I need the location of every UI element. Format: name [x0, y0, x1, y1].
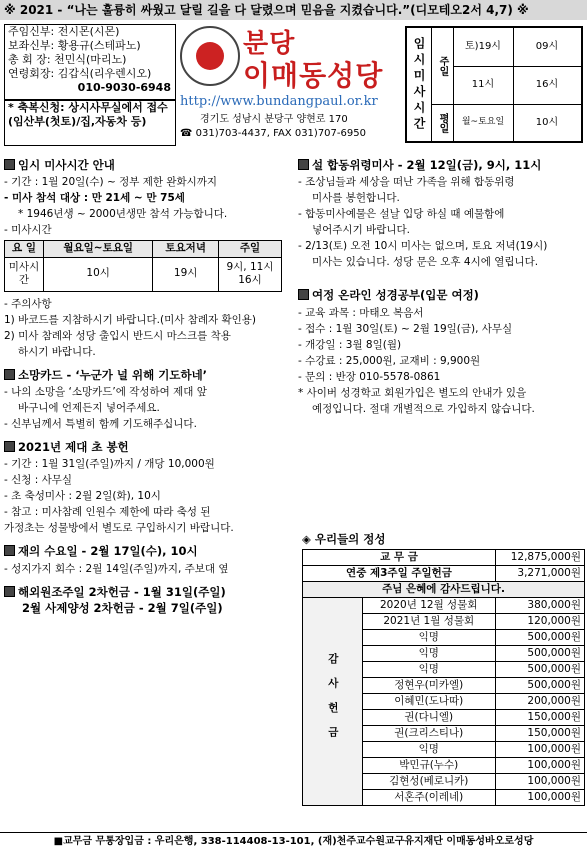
church-logo-icon: [180, 26, 240, 86]
mass-time: 10시: [535, 117, 559, 128]
text-line: 1) 바코드를 지참하시기 바랍니다.(미사 참례자 확인용): [4, 313, 256, 326]
text-line: 넣어주시기 바랍니다.: [312, 224, 410, 237]
checkbox-icon: [4, 441, 15, 452]
weekday-label: 평일: [431, 104, 454, 141]
mass-day: 토)19시: [453, 28, 514, 67]
church-name-top: 분당: [243, 29, 296, 59]
donor-row: [303, 598, 585, 614]
donor-amount: 120,000원: [496, 614, 585, 630]
text-line: - 수강료 : 25,000원, 교재비 : 9,900원: [298, 354, 481, 367]
donor-name: 2021년 1월 성물회: [362, 614, 496, 630]
text-line: - 미사 참석 대상 : 만 21세 ~ 만 75세: [4, 192, 185, 205]
checkbox-icon: [4, 545, 15, 556]
offering-row: [303, 566, 585, 582]
section-subtitle: 2월 사제양성 2차헌금 - 2월 7일(주일): [22, 601, 223, 615]
text-line: 바구니에 언제든지 넣어주세요.: [18, 401, 160, 414]
donor-name: 익명: [362, 646, 496, 662]
text-line: - 교육 과목 : 마태오 복음서: [298, 306, 424, 319]
table-header: 토요저녁: [153, 241, 219, 257]
text-line: - 초 축성미사 : 2월 2일(화), 10시: [4, 490, 161, 503]
blessing-note-detail: (임산부(첫토)/집,자동차 등): [8, 115, 147, 128]
donor-amount: 150,000원: [496, 710, 585, 726]
text-line: - 개강일 : 3월 8일(월): [298, 338, 402, 351]
text-line: - 미사시간: [4, 224, 52, 237]
thanks-text: 주님 은혜에 감사드립니다.: [303, 582, 585, 598]
donor-amount: 500,000원: [496, 630, 585, 646]
staff-line: 연령회장: 김갑식(리우렌시오): [8, 67, 152, 80]
section-title: 임시 미사시간 안내: [4, 158, 286, 172]
table-header: 월요일~토요일: [44, 241, 153, 257]
text-line: - 합동미사예물은 설날 입당 하실 때 예물함에: [298, 208, 505, 221]
blessing-note: * 축복신청: 상시사무실에서 접수: [8, 101, 168, 114]
right-column: [298, 158, 584, 417]
offering-label: 연중 제3주일 주일헌금: [303, 566, 496, 582]
donor-name: 익명: [362, 630, 496, 646]
text-line: 미사를 봉헌합니다.: [312, 192, 400, 205]
text-line: - 신부님께서 특별히 함께 기도해주십니다.: [4, 417, 197, 430]
header: [0, 22, 587, 148]
donor-name: 권(다니엘): [362, 710, 496, 726]
donor-name: 서혼주(이레네): [362, 790, 496, 806]
donor-amount: 100,000원: [496, 758, 585, 774]
donor-name: 정현우(미카엘): [362, 678, 496, 694]
donor-amount: 100,000원: [496, 774, 585, 790]
text-line: * 사이버 성경학교 회원가입은 별도의 안내가 있을: [298, 386, 527, 399]
mass-time: 16시: [513, 66, 581, 105]
checkbox-icon: [4, 159, 15, 170]
table-header: 주일: [219, 241, 282, 257]
offering-table: [302, 549, 585, 806]
church-tel: ☎ 031)703-4437, FAX 031)707-6950: [180, 128, 366, 139]
donor-amount: 200,000원: [496, 694, 585, 710]
church-url[interactable]: http://www.bundangpaul.or.kr: [180, 94, 378, 109]
section-title: 해외원조주일 2차헌금 - 1월 31일(주일): [4, 585, 286, 599]
donor-amount: 380,000원: [496, 598, 585, 614]
church-address: 경기도 성남시 분당구 양현로 170: [200, 114, 348, 125]
text-line: - 성지가지 회수 : 2월 14일(주일)까지, 주보대 옆: [4, 562, 229, 575]
mass-time-table: [4, 240, 282, 291]
temp-mass-label: 임시미사시간: [407, 28, 432, 141]
sunday-label: 주일: [431, 28, 454, 105]
donor-name: 권(크리스티나): [362, 726, 496, 742]
text-line: - 접수 : 1월 30일(토) ~ 2월 19일(금), 사무실: [298, 322, 513, 335]
table-header: 요 일: [5, 241, 44, 257]
donor-name: 익명: [362, 662, 496, 678]
checkbox-icon: [4, 369, 15, 380]
text-line: - 기간 : 1월 20일(수) ~ 정부 제한 완화시까지: [4, 176, 218, 189]
donor-amount: 500,000원: [496, 678, 585, 694]
section-title: 여정 온라인 성경공부(입문 여정): [298, 288, 584, 302]
checkbox-icon: [298, 159, 309, 170]
text-line: * 1946년생 ~ 2000년생만 참석 가능합니다.: [18, 208, 228, 221]
table-row-label: 미사시간: [5, 257, 44, 291]
donor-amount: 500,000원: [496, 662, 585, 678]
text-line: 미사는 있습니다. 성당 문은 오후 4시에 열립니다.: [312, 256, 539, 269]
text-line: - 참고 : 미사참례 인원수 제한에 따라 축성 된: [4, 506, 211, 519]
offering-amount: 12,875,000원: [496, 550, 585, 566]
office-phone: 010-9030-6948: [77, 81, 171, 94]
section-title: 설 합동위령미사 - 2월 12일(금), 9시, 11시: [298, 158, 584, 172]
offering-row: [303, 550, 585, 566]
checkbox-icon: [298, 289, 309, 300]
donor-name: 익명: [362, 742, 496, 758]
donor-name: 이혜민(도나따): [362, 694, 496, 710]
text-line: - 문의 : 반장 010-5578-0861: [298, 370, 441, 383]
table-cell: 9시, 11시 16시: [219, 257, 282, 291]
text-line: 2) 미사 참례와 성당 출입시 반드시 마스크를 착용: [4, 329, 231, 342]
staff-line: 총 회 장: 천민식(마리노): [8, 53, 127, 66]
section-title: 소망카드 - ‘누군가 널 위해 기도하네’: [4, 368, 286, 382]
offering-label: 교 무 금: [303, 550, 496, 566]
text-line: - 신청 : 사무실: [4, 474, 73, 487]
checkbox-icon: [4, 586, 15, 597]
donor-name: 박민규(누수): [362, 758, 496, 774]
footer: ■교무금 무통장입금 : 우리은행, 338-114408-13-101, (재)천주교수원교구유지재단 이매동성바오로성당: [0, 832, 587, 851]
church-name: 이매동성당: [243, 59, 384, 92]
mass-day: 월~토요일: [453, 104, 514, 141]
table-cell: 10시: [44, 257, 153, 291]
donor-amount: 100,000원: [496, 742, 585, 758]
text-line: 예정입니다. 절대 개별적으로 가입하지 않습니다.: [312, 402, 535, 415]
donor-amount: 500,000원: [496, 646, 585, 662]
text-line: - 나의 소망을 ‘소망카드’에 작성하여 제대 앞: [4, 385, 207, 398]
donor-name: 2020년 12월 성물회: [362, 598, 496, 614]
section-title: 2021년 제대 초 봉헌: [4, 440, 286, 454]
donor-amount: 100,000원: [496, 790, 585, 806]
text-line: - 2/13(토) 오전 10시 미사는 없으며, 토요 저녁(19시): [298, 240, 548, 253]
staff-box: [4, 24, 176, 146]
top-banner: ※ 2021 - “나는 훌륭히 싸웠고 달릴 길을 다 달렸으며 믿음을 지켰습니다.”(디모테오2서 4,7) ※: [0, 0, 587, 20]
offering-amount: 3,271,000원: [496, 566, 585, 582]
thanks-row: [303, 582, 585, 598]
mass-time: 09시: [513, 28, 581, 67]
thanks-offering-label: 감사헌금: [303, 598, 363, 806]
text-line: 가정초는 성물방에서 별도로 구입하시기 바랍니다.: [4, 522, 234, 535]
donor-name: 김현성(베로니카): [362, 774, 496, 790]
text-line: - 조상님들과 세상을 떠난 가족을 위해 합동위령: [298, 176, 515, 189]
table-cell: 19시: [153, 257, 219, 291]
text-line: - 주의사항: [4, 297, 52, 310]
text-line: 하시기 바랍니다.: [18, 345, 96, 358]
staff-line: 주임신부: 전시몬(시몬): [8, 25, 120, 38]
offering-title: ◈ 우리들의 정성: [302, 532, 386, 546]
offering-section: [302, 532, 585, 806]
text-line: - 기간 : 1월 31일(주일)까지 / 개당 10,000원: [4, 458, 215, 471]
donor-amount: 150,000원: [496, 726, 585, 742]
temp-mass-table: [405, 26, 583, 143]
mass-day: 11시: [453, 66, 514, 105]
section-title: 재의 수요일 - 2월 17일(수), 10시: [4, 544, 286, 558]
left-column: [4, 158, 286, 617]
staff-line: 보좌신부: 황용규(스테파노): [8, 39, 141, 52]
